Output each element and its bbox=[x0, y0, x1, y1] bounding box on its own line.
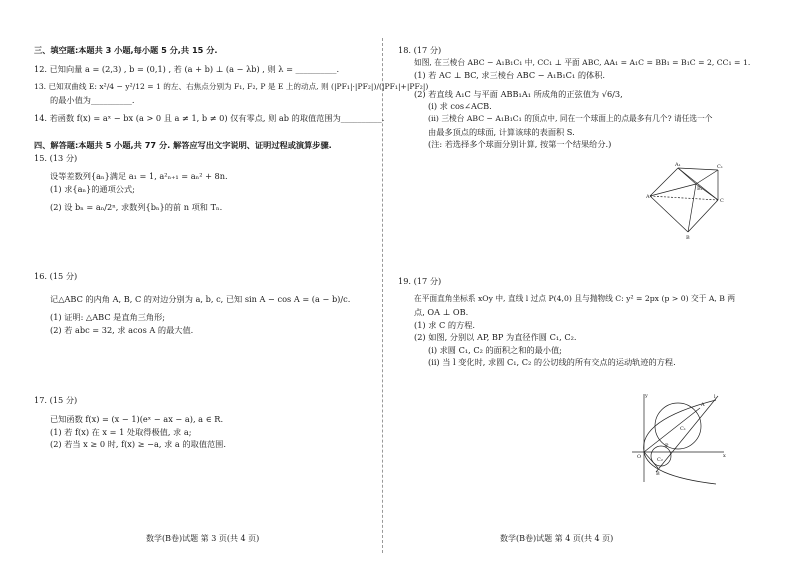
q18-part2-ii-cont: 由最多顶点的球面, 计算该球的表面积 S. bbox=[428, 126, 575, 137]
q18-part2-ii: (ⅱ) 三棱台 ABC − A₁B₁C₁ 的顶点中, 同在一个球面上的点最多有几个? 请任选一个 bbox=[428, 113, 713, 123]
q18-stem: 如图, 在三棱台 ABC − A₁B₁C₁ 中, CC₁ ⊥ 平面 ABC, AA₁ = A₁C = BB₁ = B₁C = 2, CC₁ = 1. bbox=[414, 57, 751, 67]
q19-stem-cont: 点, OA ⊥ OB. bbox=[414, 306, 469, 317]
q16-title: 16. (15 分) bbox=[34, 270, 78, 281]
q19-part2-ii: (ⅱ) 当 l 变化时, 求圆 C₁, C₂ 的公切线的所有交点的运动轨迹的方程. bbox=[428, 357, 676, 368]
label-l: l bbox=[714, 394, 716, 400]
label-C2: C₂ bbox=[657, 457, 663, 463]
question-13-cont: 的最小值为__________. bbox=[50, 94, 135, 105]
q18-note: (注: 若选择多个球面分别计算, 按第一个结果给分.) bbox=[428, 139, 612, 150]
frustum-figure bbox=[646, 160, 736, 242]
label-B: B bbox=[656, 471, 660, 477]
parabola-circles-figure bbox=[628, 390, 728, 485]
q18-part1: (1) 若 AC ⊥ BC, 求三棱台 ABC − A₁B₁C₁ 的体积. bbox=[414, 70, 605, 81]
label-A1: A₁ bbox=[675, 162, 681, 168]
question-14: 14. 若函数 f(x) = aˣ − bx (a > 0 且 a ≠ 1, b ≠ 0) 仅有零点, 则 ab 的取值范围为__________. bbox=[34, 113, 385, 124]
q16-stem: 记△ABC 的内角 A, B, C 的对边分别为 a, b, c, 已知 sin A − cos A = (a − b)/c. bbox=[50, 293, 351, 304]
q18-part2-i: (ⅰ) 求 cos∠ACB. bbox=[428, 101, 492, 112]
q19-stem: 在平面直角坐标系 xOy 中, 直线 l 过点 P(4,0) 且与抛物线 C: y² = 2px (p > 0) 交于 A, B 两 bbox=[414, 294, 736, 304]
label-A: A bbox=[646, 194, 650, 200]
label-A: A bbox=[701, 402, 705, 408]
label-B: B bbox=[686, 235, 690, 241]
label-C: C bbox=[720, 198, 724, 204]
label-x: x bbox=[723, 453, 726, 459]
q19-part1: (1) 求 C 的方程. bbox=[414, 319, 476, 330]
question-13: 13. 已知双曲线 E: x²/4 − y²/12 = 1 的左、右焦点分别为 F₁, F₂, P 是 E 上的动点, 则 (|PF₁|·|PF₂|)/(|PF₁|+|PF₂|) bbox=[34, 82, 429, 92]
q19-title: 19. (17 分) bbox=[398, 275, 442, 286]
q17-part2: (2) 若当 x ≥ 0 时, f(x) ≥ −a, 求 a 的取值范围. bbox=[50, 439, 226, 450]
q15-title: 15. (13 分) bbox=[34, 152, 78, 163]
q16-part1: (1) 证明: △ABC 是直角三角形; bbox=[50, 312, 166, 323]
q17-stem: 已知函数 f(x) = (x − 1)(eˣ − ax − a), a ∈ R. bbox=[50, 413, 224, 424]
q19-part2: (2) 如图, 分别以 AP, BP 为直径作圆 C₁, C₂. bbox=[414, 332, 577, 343]
label-y: y bbox=[645, 393, 648, 399]
q19-part2-i: (ⅰ) 求圆 C₁, C₂ 的面积之和的最小值; bbox=[428, 344, 562, 355]
q15-part1: (1) 求{aₙ}的通项公式; bbox=[50, 183, 135, 194]
q18-title: 18. (17 分) bbox=[398, 45, 442, 55]
solve-section-header: 四、解答题:本题共 5 小题,共 77 分. 解答应写出文字说明、证明过程或演算步骤. bbox=[34, 139, 332, 150]
q15-stem: 设等差数列{aₙ}满足 a₁ = 1, a²ₙ₊₁ = aₙ² + 8n. bbox=[50, 171, 228, 182]
label-C1: C₁ bbox=[717, 164, 723, 170]
fill-in-section-header: 三、填空题:本题共 3 小题,每小题 5 分,共 15 分. bbox=[34, 45, 218, 55]
label-P: P bbox=[665, 443, 669, 449]
label-C1: C₁ bbox=[680, 426, 686, 432]
left-page-footer: 数学(B卷)试题 第 3 页(共 4 页) bbox=[146, 534, 260, 543]
q15-part2: (2) 设 bₙ = aₙ/2ⁿ, 求数列{bₙ}的前 n 项和 Tₙ. bbox=[50, 202, 223, 213]
right-page-footer: 数学(B卷)试题 第 4 页(共 4 页) bbox=[500, 534, 614, 543]
q17-part1: (1) 若 f(x) 在 x = 1 处取得极值, 求 a; bbox=[50, 426, 192, 437]
q17-title: 17. (15 分) bbox=[34, 395, 78, 406]
label-O: O bbox=[637, 454, 642, 460]
question-12: 12. 已知向量 a = (2,3) , b = (0,1) , 若 (a + b) ⊥ (a − λb) , 则 λ = __________. bbox=[34, 63, 340, 74]
q16-part2: (2) 若 abc = 32, 求 acos A 的最大值. bbox=[50, 324, 194, 335]
label-B1: B₁ bbox=[697, 186, 703, 192]
q18-part2: (2) 若直线 A₁C 与平面 ABB₁A₁ 所成角的正弦值为 √6/3, bbox=[414, 88, 623, 99]
